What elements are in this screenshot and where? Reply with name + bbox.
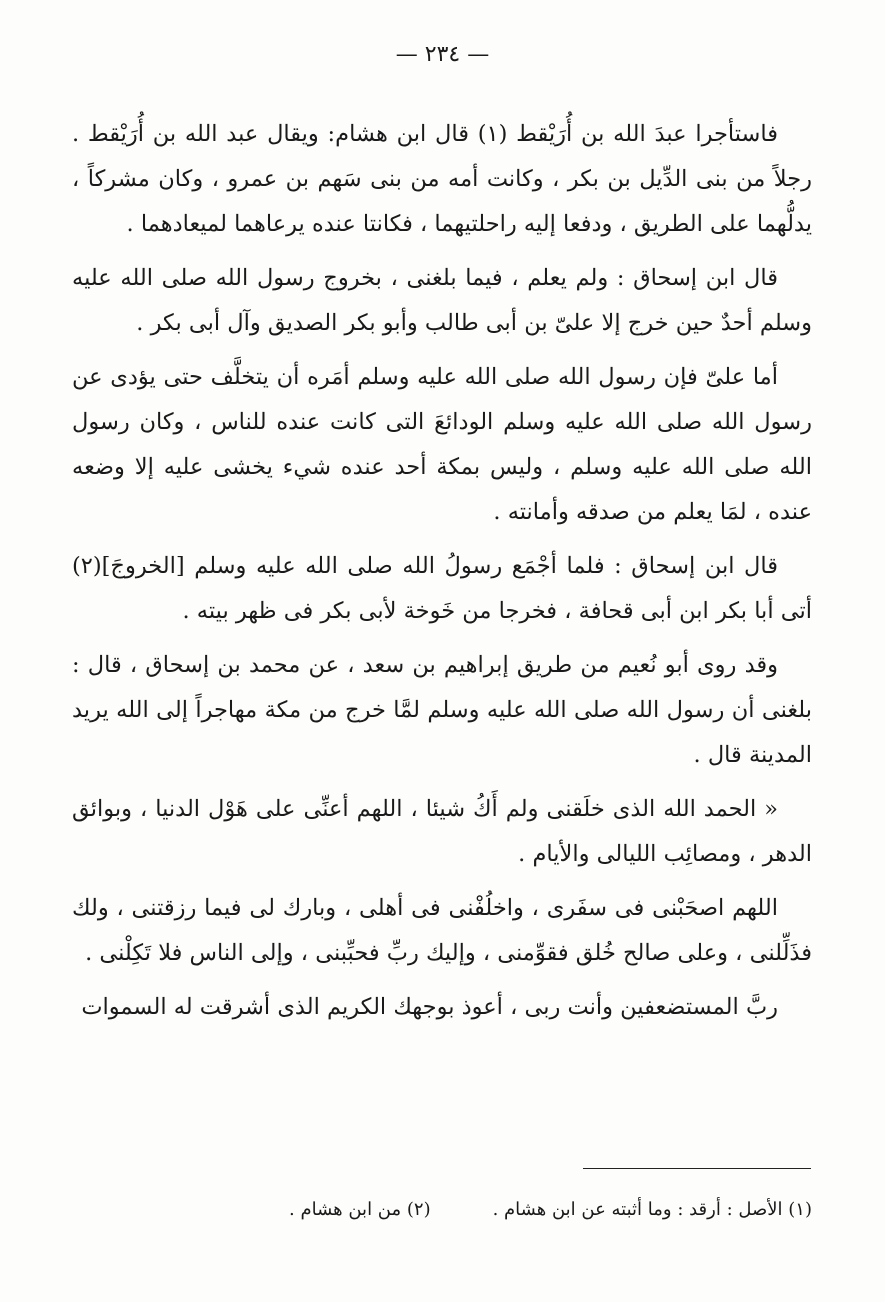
paragraph-8: ربَّ المستضعفين وأنت ربى ، أعوذ بوجهك الكريم الذى أشرقت له السموات bbox=[81, 994, 778, 1020]
paragraph-6: « الحمد الله الذى خلَقنى ولم أَكُ شيئا ، اللهم أعنِّى على هَوْل الدنيا ، وبوائق الدهر ، ومصائِب الليالى والأيام . bbox=[72, 796, 812, 867]
footnote-divider bbox=[583, 1168, 811, 1169]
main-text bbox=[72, 112, 812, 1039]
footnote-1: (١) الأصل : أرقد : وما أثبته عن ابن هشام . bbox=[492, 1199, 812, 1220]
footnote-2: (٢) من ابن هشام . bbox=[289, 1199, 431, 1220]
page-number: — ٢٣٤ — bbox=[395, 42, 490, 67]
paragraph-3: أما علىّ فإن رسول الله صلى الله عليه وسلم أمَره أن يتخلَّف حتى يؤدى عن رسول الله صلى الله عليه وسلم الودائعَ التى كانت عنده للناس ، وكان رسول الله صلى الله عليه وسلم ، وليس بمكة أحد عنده شيء يخشى عليه إلا وضعه عنده ، لمَا يعلم من صدقه وأمانته . bbox=[72, 364, 812, 525]
footnotes bbox=[72, 1196, 812, 1224]
paragraph-1: فاستأجرا عبدَ الله بن أُرَيْقط (١) قال ابن هشام: ويقال عبد الله بن أُرَيْقط . رجلاً من بنى الدِّيل بن بكر ، وكانت أمه من بنى سَهم بن عمرو ، وكان مشركاً ، يدلُّهما على الطريق ، ودفعا إليه راحلتيهما ، فكانتا عنده يرعاهما لميعادهما . bbox=[72, 121, 812, 237]
paragraph-4: قال ابن إسحاق : فلما أجْمَع رسولُ الله صلى الله عليه وسلم [الخروجَ](٢) أتى أبا بكر ابن أبى قحافة ، فخرجا من خَوخة لأبى بكر فى ظهر بيته . bbox=[72, 553, 812, 624]
paragraph-2: قال ابن إسحاق : ولم يعلم ، فيما بلغنى ، بخروج رسول الله صلى الله عليه وسلم أحدٌ حين خرج إلا علىّ بن أبى طالب وأبو بكر الصديق وآل أبى بكر . bbox=[72, 265, 812, 336]
paragraph-5: وقد روى أبو نُعيم من طريق إبراهيم بن سعد ، عن محمد بن إسحاق ، قال : بلغنى أن رسول الله صلى الله عليه وسلم لمَّا خرج من مكة مهاجراً إلى الله يريد المدينة قال . bbox=[72, 652, 812, 768]
paragraph-7: اللهم اصحَبْنى فى سفَرى ، واخلُفْنى فى أهلى ، وبارك لى فيما رزقتنى ، ولك فذَلِّلنى ، وعلى صالح خُلق فقوِّمنى ، وإليك ربِّ فحبِّبنى ، وإلى الناس فلا تَكِلْنى . bbox=[72, 895, 812, 966]
